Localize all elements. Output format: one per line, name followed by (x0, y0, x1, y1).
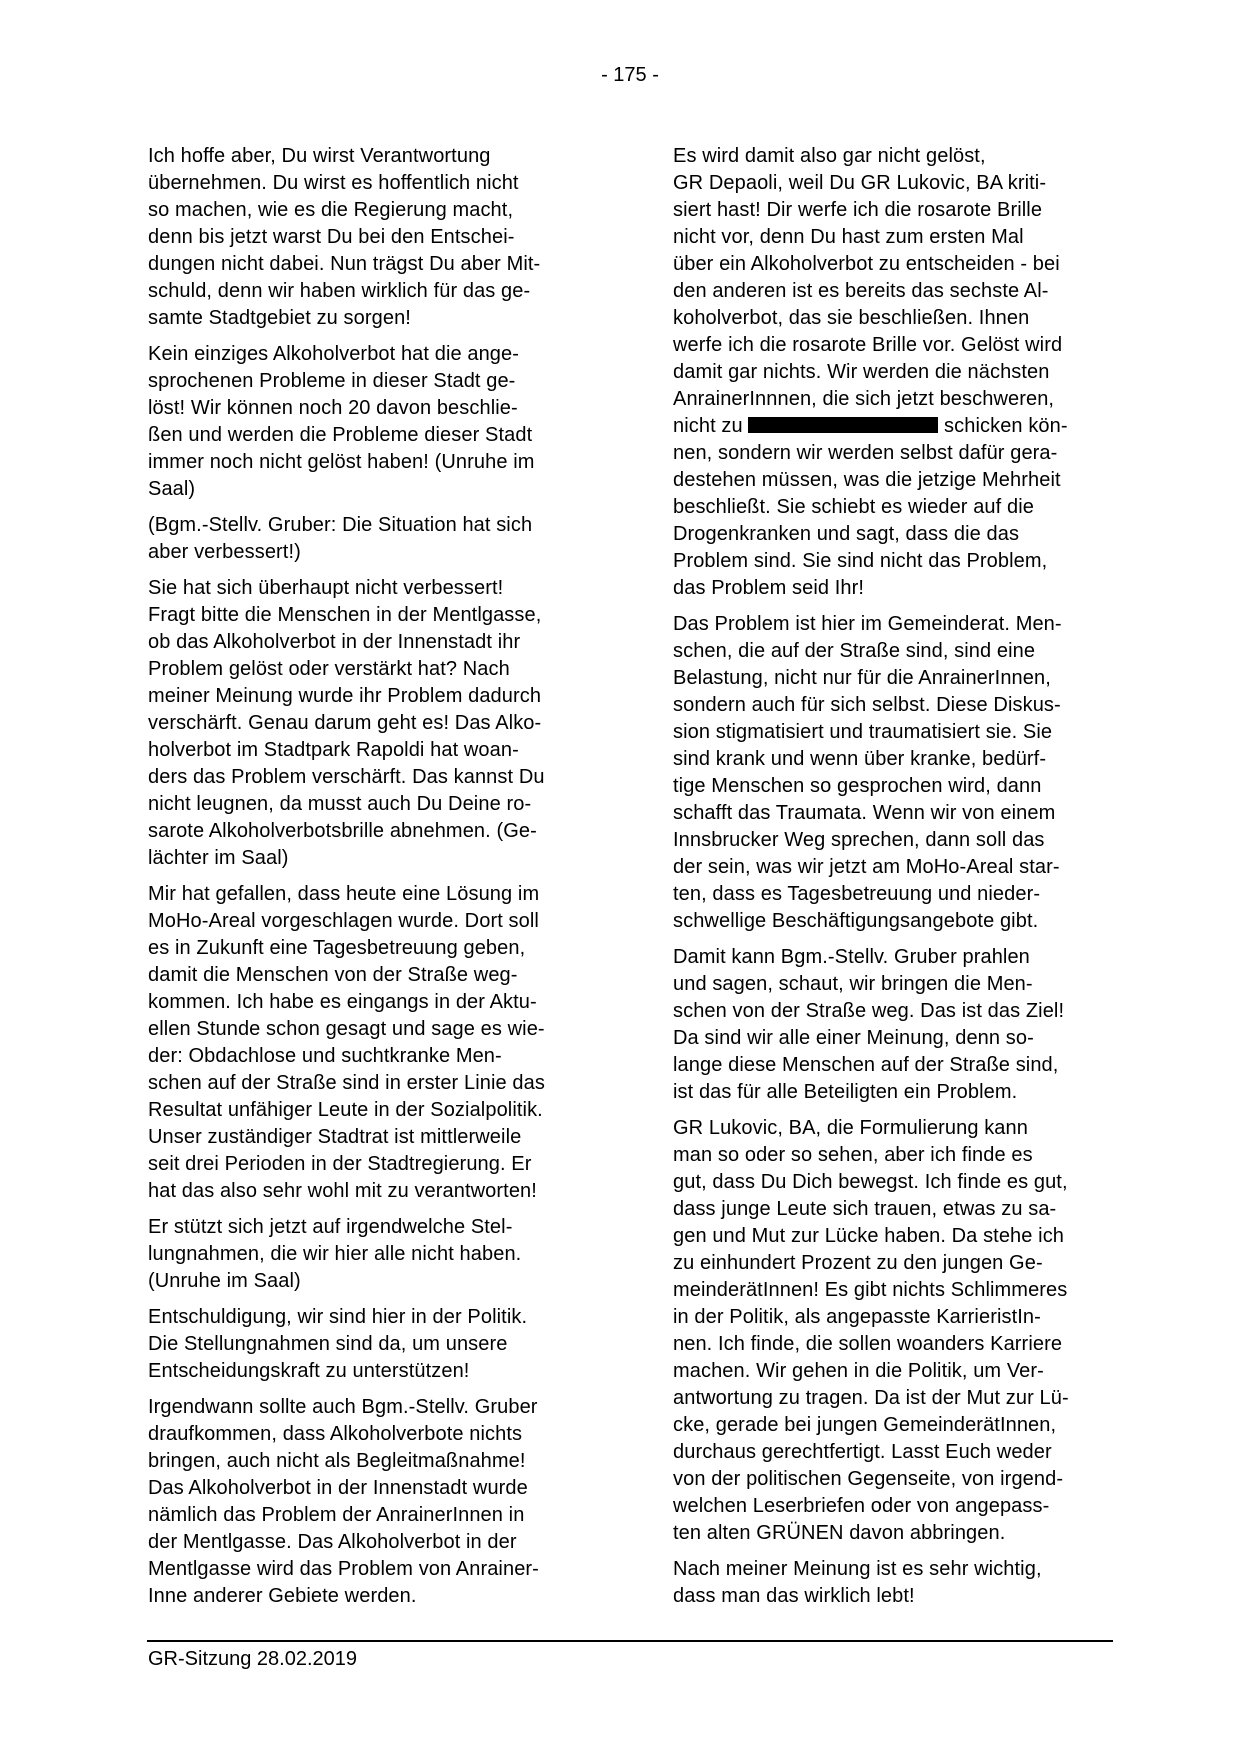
paragraph (673, 944, 1153, 1106)
text-line: Sie hat sich überhaupt nicht verbessert! (148, 577, 504, 599)
text-line: dass man das wirklich lebt! (673, 1585, 915, 1607)
paragraph (148, 1394, 628, 1610)
paragraph (673, 611, 1153, 935)
text-line: sind krank und wenn über kranke, bedürf- (673, 748, 1047, 770)
paragraph (673, 143, 1153, 602)
text-line: holverbot im Stadtpark Rapoldi hat woan- (148, 739, 519, 761)
paragraph (148, 341, 628, 503)
paragraph (148, 1214, 628, 1295)
text-line: dungen nicht dabei. Nun trägst Du aber Mit- (148, 253, 541, 275)
text-line: sion stigmatisiert und traumatisiert sie. Sie (673, 721, 1053, 743)
text-line: machen. Wir gehen in die Politik, um Ver- (673, 1360, 1044, 1382)
text-line: nämlich das Problem der AnrainerInnen in (148, 1504, 525, 1526)
text-line: das Problem seid Ihr! (673, 577, 865, 599)
text-line: Ich hoffe aber, Du wirst Verantwortung (148, 145, 491, 167)
text-line: nicht leugnen, da musst auch Du Deine ro- (148, 793, 532, 815)
text-line: beschließt. Sie schiebt es wieder auf die (673, 496, 1034, 518)
text-line: Resultat unfähiger Leute in der Sozialpolitik. (148, 1099, 543, 1121)
text-line: cke, gerade bei jungen GemeinderätInnen, (673, 1414, 1057, 1436)
text-line: Kein einziges Alkoholverbot hat die ange- (148, 343, 520, 365)
text-line: tige Menschen so gesprochen wird, dann (673, 775, 1042, 797)
text-line: ist das für alle Beteiligten ein Problem. (673, 1081, 1018, 1103)
text-line: verschärft. Genau darum geht es! Das Alko- (148, 712, 542, 734)
text-line: von der politischen Gegenseite, von irgend- (673, 1468, 1064, 1490)
text-line: Fragt bitte die Menschen in der Mentlgasse, (148, 604, 542, 626)
text-line: Drogenkranken und sagt, dass die das (673, 523, 1020, 545)
text-line: schafft das Traumata. Wenn wir von einem (673, 802, 1056, 824)
text-line: (Bgm.-Stellv. Gruber: Die Situation hat sich (148, 514, 533, 536)
text-line: Er stützt sich jetzt auf irgendwelche Stel- (148, 1216, 513, 1238)
redaction-box (748, 417, 938, 433)
text-line: lächter im Saal) (148, 847, 289, 869)
text-line: meinderätInnen! Es gibt nichts Schlimmeres (673, 1279, 1068, 1301)
text-line: schwellige Beschäftigungsangebote gibt. (673, 910, 1039, 932)
text-line: hat das also sehr wohl mit zu verantworten! (148, 1180, 537, 1202)
text-line: Irgendwann sollte auch Bgm.-Stellv. Gruber (148, 1396, 538, 1418)
text-line: Belastung, nicht nur für die AnrainerInnen, (673, 667, 1051, 689)
text-line: AnrainerInnnen, die sich jetzt beschweren, (673, 388, 1055, 410)
text-column-right (673, 143, 1153, 1619)
text-line: schen, die auf der Straße sind, sind eine (673, 640, 1036, 662)
text-line: es in Zukunft eine Tagesbetreuung geben, (148, 937, 526, 959)
text-line: gen und Mut zur Lücke haben. Da stehe ich (673, 1225, 1065, 1247)
text-line: und sagen, schaut, wir bringen die Men- (673, 973, 1033, 995)
text-line: GR Depaoli, weil Du GR Lukovic, BA kriti- (673, 172, 1047, 194)
text-line: Entscheidungskraft zu unterstützen! (148, 1360, 470, 1382)
footer-rule (147, 1640, 1113, 1642)
text-line: ten, dass es Tagesbetreuung und nieder- (673, 883, 1041, 905)
text-line: Problem gelöst oder verstärkt hat? Nach (148, 658, 510, 680)
text-line: denn bis jetzt warst Du bei den Entschei- (148, 226, 515, 248)
text-line: durchaus gerechtfertigt. Lasst Euch weder (673, 1441, 1052, 1463)
text-line: GR Lukovic, BA, die Formulierung kann (673, 1117, 1028, 1139)
text-line: zu einhundert Prozent zu den jungen Ge- (673, 1252, 1043, 1274)
text-line: in der Politik, als angepasste KarrieristIn- (673, 1306, 1041, 1328)
text-line: Damit kann Bgm.-Stellv. Gruber prahlen (673, 946, 1030, 968)
text-line: werfe ich die rosarote Brille vor. Gelöst wird (673, 334, 1063, 356)
text-line: schen von der Straße weg. Das ist das Ziel! (673, 1000, 1065, 1022)
text-line: Die Stellungnahmen sind da, um unsere (148, 1333, 508, 1355)
text-line: koholverbot, das sie beschließen. Ihnen (673, 307, 1030, 329)
text-line: der: Obdachlose und suchtkranke Men- (148, 1045, 502, 1067)
text-line: siert hast! Dir werfe ich die rosarote Brille (673, 199, 1043, 221)
text-line: Mir hat gefallen, dass heute eine Lösung im (148, 883, 540, 905)
text-column-left (148, 143, 628, 1619)
text-line: samte Stadtgebiet zu sorgen! (148, 307, 411, 329)
footer-text: GR-Sitzung 28.02.2019 (148, 1648, 358, 1670)
paragraph (148, 512, 628, 566)
text-line: der Mentlgasse. Das Alkoholverbot in der (148, 1531, 517, 1553)
text-line: seit drei Perioden in der Stadtregierung. Er (148, 1153, 532, 1175)
text-line: bringen, auch nicht als Begleitmaßnahme! (148, 1450, 526, 1472)
text-line: damit die Menschen von der Straße weg- (148, 964, 518, 986)
text-line: den anderen ist es bereits das sechste Al- (673, 280, 1049, 302)
text-line: Das Problem ist hier im Gemeinderat. Men- (673, 613, 1062, 635)
text-line: aber verbessert!) (148, 541, 301, 563)
text-line: über ein Alkoholverbot zu entscheiden - bei (673, 253, 1060, 275)
text-line: meiner Meinung wurde ihr Problem dadurch (148, 685, 542, 707)
text-line: Da sind wir alle einer Meinung, denn so- (673, 1027, 1034, 1049)
text-line: MoHo-Areal vorgeschlagen wurde. Dort soll (148, 910, 539, 932)
text-line: man so oder so sehen, aber ich finde es (673, 1144, 1033, 1166)
text-line: gut, dass Du Dich bewegst. Ich finde es gut, (673, 1171, 1068, 1193)
text-line: sarote Alkoholverbotsbrille abnehmen. (Ge- (148, 820, 537, 842)
text-line: Unser zuständiger Stadtrat ist mittlerweile (148, 1126, 522, 1148)
text-line: Es wird damit also gar nicht gelöst, (673, 145, 986, 167)
paragraph (148, 575, 628, 872)
text-line: schuld, denn wir haben wirklich für das ge- (148, 280, 531, 302)
text-line: schen auf der Straße sind in erster Linie das (148, 1072, 545, 1094)
paragraph (673, 1556, 1153, 1610)
text-line: Mentlgasse wird das Problem von Anrainer- (148, 1558, 539, 1580)
paragraph (148, 143, 628, 332)
text-line: nen, sondern wir werden selbst dafür gera- (673, 442, 1058, 464)
text-line: Nach meiner Meinung ist es sehr wichtig, (673, 1558, 1042, 1580)
text-line: lungnahmen, die wir hier alle nicht haben. (148, 1243, 522, 1265)
text-line: ßen und werden die Probleme dieser Stadt (148, 424, 533, 446)
text-line: kommen. Ich habe es eingangs in der Aktu- (148, 991, 537, 1013)
paragraph (148, 881, 628, 1205)
text-line: nicht zu schicken kön- (673, 415, 1068, 437)
page-number: - 175 - (601, 64, 659, 86)
text-line: Saal) (148, 478, 196, 500)
text-line: löst! Wir können noch 20 davon beschlie- (148, 397, 518, 419)
text-line: nen. Ich finde, die sollen woanders Karriere (673, 1333, 1063, 1355)
text-line: welchen Leserbriefen oder von angepass- (673, 1495, 1050, 1517)
text-line: ellen Stunde schon gesagt und sage es wie- (148, 1018, 545, 1040)
text-line: Entschuldigung, wir sind hier in der Politik. (148, 1306, 528, 1328)
text-line: ten alten GRÜNEN davon abbringen. (673, 1522, 1006, 1544)
text-line: Innsbrucker Weg sprechen, dann soll das (673, 829, 1045, 851)
text-line: ob das Alkoholverbot in der Innenstadt ihr (148, 631, 521, 653)
text-line: Das Alkoholverbot in der Innenstadt wurde (148, 1477, 528, 1499)
text-line: der sein, was wir jetzt am MoHo-Areal star- (673, 856, 1060, 878)
text-line: (Unruhe im Saal) (148, 1270, 301, 1292)
paragraph (148, 1304, 628, 1385)
text-line: ders das Problem verschärft. Das kannst Du (148, 766, 545, 788)
text-line: dass junge Leute sich trauen, etwas zu sa- (673, 1198, 1057, 1220)
text-line: nicht vor, denn Du hast zum ersten Mal (673, 226, 1024, 248)
text-line: sondern auch für sich selbst. Diese Diskus- (673, 694, 1061, 716)
text-line: damit gar nichts. Wir werden die nächsten (673, 361, 1050, 383)
text-line: immer noch nicht gelöst haben! (Unruhe im (148, 451, 535, 473)
text-line: antwortung zu tragen. Da ist der Mut zur Lü- (673, 1387, 1069, 1409)
text-line: Problem sind. Sie sind nicht das Problem, (673, 550, 1048, 572)
text-line: draufkommen, dass Alkoholverbote nichts (148, 1423, 523, 1445)
text-line: Inne anderer Gebiete werden. (148, 1585, 417, 1607)
text-line: lange diese Menschen auf der Straße sind, (673, 1054, 1059, 1076)
text-line: übernehmen. Du wirst es hoffentlich nicht (148, 172, 519, 194)
paragraph (673, 1115, 1153, 1547)
text-line: so machen, wie es die Regierung macht, (148, 199, 514, 221)
text-line: destehen müssen, was die jetzige Mehrheit (673, 469, 1061, 491)
text-line: sprochenen Probleme in dieser Stadt ge- (148, 370, 516, 392)
